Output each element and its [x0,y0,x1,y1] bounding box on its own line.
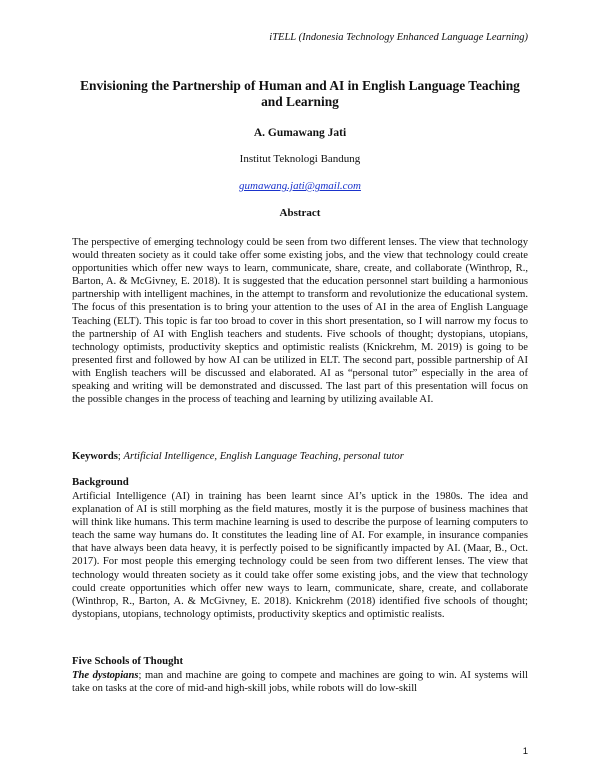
running-head: iTELL (Indonesia Technology Enhanced Language Learning) [269,32,528,43]
keywords-line [72,451,528,462]
background-heading: Background [72,476,129,488]
email-link[interactable]: gumawang.jati@gmail.com [239,180,361,192]
abstract-heading: Abstract [279,207,321,219]
five-schools-heading: Five Schools of Thought [72,655,184,667]
abstract-body: The perspective of emerging technology could be seen from two different lenses. The view that technology would threaten society as it could take offer some existing jobs, and the view that technology could create opportunities which offer new ways to learn, communicate, share, create, and collaborate (Winthrop, R., Barton, A. & McGivney, E. 2018). It is suggested that the education personnel start building a harmonious partnership with intelligent machines, in the attempt to transform and revolutionize the educational system. The focus of this presentation is to bring your attention to the uses of AI in the area of English Language Teaching (ELT). This topic is far too broad to cover in this short presentation, so I will narrow my focus to the partnership of AI with English teachers and students. Five schools of thought; dystopians, utopians, technology optimists, productivity skeptics and optimistic realists (Knickrehm, M. 2019) is going to be presented first and followed by how AI can be utilized in ELT. The second part, possible partnership of AI with English teachers will be discussed and elaborated. AI as “personal tutor” especially in the area of speaking and writing will be demonstrated and discussed. The last part of this presentation will focus on the possible changes in the process of teaching and learning by utilizing available AI. [72,237,528,406]
author-name: A. Gumawang Jati [253,127,347,139]
paper-title: Envisioning the Partnership of Human and AI in English Language Teaching and Learning [80,78,520,109]
keywords-separator: ; [117,451,124,462]
page-number: 1 [522,746,528,757]
author-email [72,180,528,192]
author-affiliation: Institut Teknologi Bandung [239,153,361,165]
background-body: Artificial Intelligence (AI) in training has been learnt since AI’s uptick in the 1980s. The idea and explanation of AI is still morphing as the field matures, mostly it is the purpose of business machines that will think like humans. This term machine learning is used to describe the purpose of learning computers to teach the same way humans do. It constitutes the leading line of AI. For example, in insurance companies that have always been data heavy, it is perfectly poised to be significantly impacted by AI. (Maar, B., Oct. 2017). For most people this emerging technology could be seen from two different lenses. The view that technology would threaten society as it could take offer some existing jobs, and the view that technology could create opportunities which offer new ways to learn, communicate, share, create, and collaborate (Winthrop, R., Barton, A. & McGivney, E. 2018). Knickrehm (2018) identified five schools of thought; dystopians, utopians, technology optimists, productivity skeptics and optimistic realists. [72,491,528,620]
keywords-label: Keywords [72,451,118,462]
keywords-list: Artificial Intelligence, English Language Teaching, personal tutor [123,451,404,462]
dystopians-paragraph [72,669,528,695]
dystopians-text: ; man and machine are going to compete and machines are going to win. AI systems will take on tasks at the core of mid-and high-skill jobs, while robots will do low-skill [72,670,528,695]
dystopians-term: The dystopians [72,670,139,681]
